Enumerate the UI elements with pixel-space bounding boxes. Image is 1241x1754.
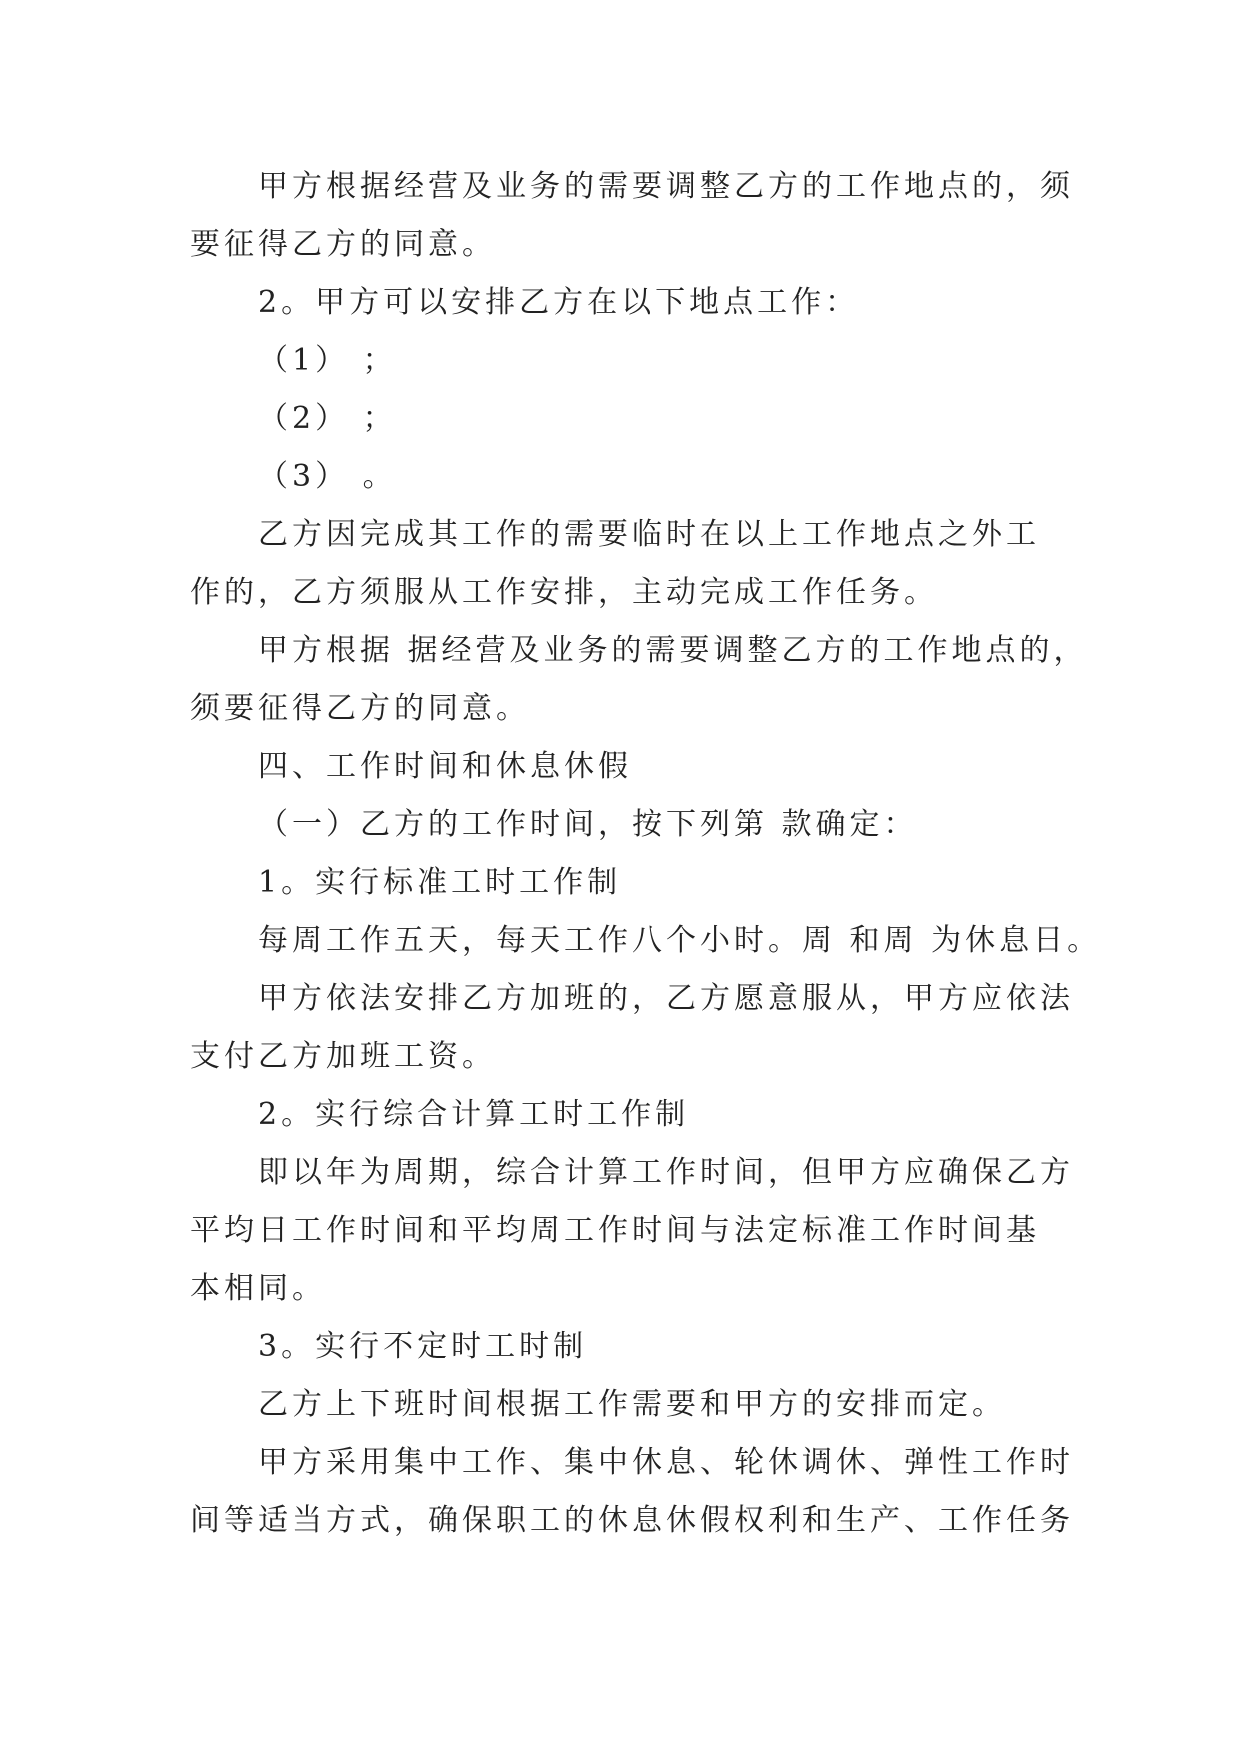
- list-item: （2） ；: [258, 401, 397, 436]
- paragraph-line: 间等适当方式，确保职工的休息休假权利和生产、工作任务: [190, 1503, 1074, 1538]
- paragraph-line: 乙方因完成其工作的需要临时在以上工作地点之外工: [258, 517, 1040, 552]
- section-heading: 四、工作时间和休息休假: [258, 749, 632, 784]
- subsection-heading: （一）乙方的工作时间，按下列第 款确定：: [258, 807, 918, 842]
- list-item: （1） ；: [258, 343, 397, 378]
- paragraph-line: 即以年为周期，综合计算工作时间，但甲方应确保乙方: [258, 1155, 1074, 1190]
- paragraph-line: 每周工作五天，每天工作八个小时。周 和周 为休息日。: [258, 923, 1102, 958]
- paragraph-line: 乙方上下班时间根据工作需要和甲方的安排而定。: [258, 1387, 1006, 1422]
- list-heading: 1。实行标准工时工作制: [258, 865, 622, 900]
- list-item: （3） 。: [258, 459, 397, 494]
- paragraph-line: 支付乙方加班工资。: [190, 1039, 496, 1074]
- paragraph-line: 本相同。: [190, 1271, 326, 1306]
- document-body: [190, 158, 1102, 1550]
- paragraph-line: 平均日工作时间和平均周工作时间与法定标准工作时间基: [190, 1213, 1040, 1248]
- paragraph-line: 甲方根据经营及业务的需要调整乙方的工作地点的，须: [258, 169, 1074, 204]
- list-heading: 3。实行不定时工时制: [258, 1329, 588, 1364]
- paragraph-line: 甲方采用集中工作、集中休息、轮休调休、弹性工作时: [258, 1445, 1074, 1480]
- paragraph-line: 须要征得乙方的同意。: [190, 691, 530, 726]
- paragraph-line: 作的，乙方须服从工作安排，主动完成工作任务。: [190, 575, 938, 610]
- paragraph-line: 要征得乙方的同意。: [190, 227, 496, 262]
- list-heading: 2。实行综合计算工时工作制: [258, 1097, 690, 1132]
- paragraph-line: 甲方根据 据经营及业务的需要调整乙方的工作地点的，: [258, 633, 1088, 668]
- list-heading: 2。甲方可以安排乙方在以下地点工作：: [258, 285, 860, 320]
- paragraph-line: 甲方依法安排乙方加班的，乙方愿意服从，甲方应依法: [258, 981, 1074, 1016]
